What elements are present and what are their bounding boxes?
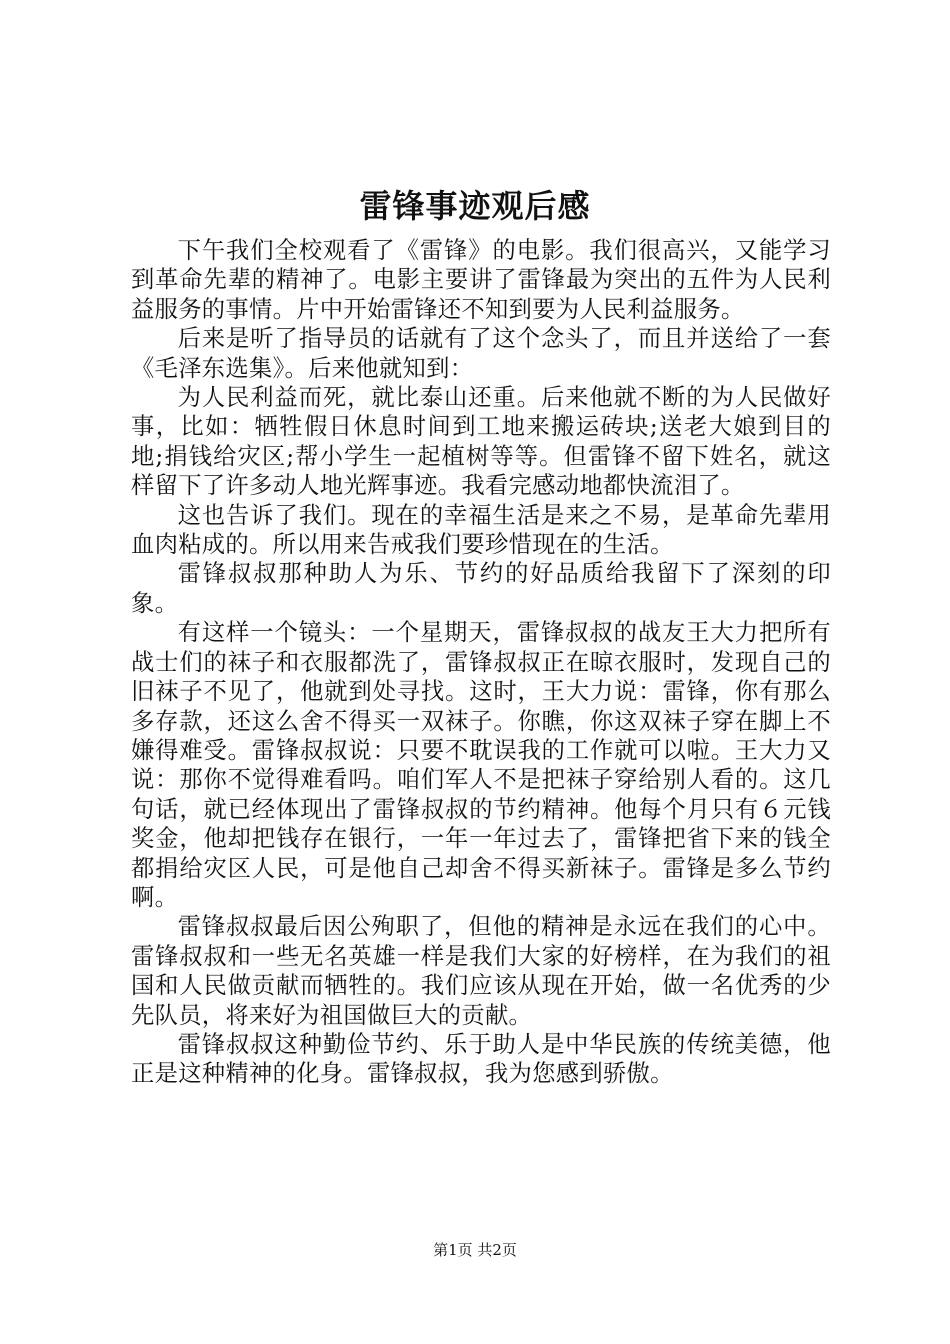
paragraph-2: 后来是听了指导员的话就有了这个念头了，而且并送给了一套《毛泽东选集》。后来他就知到： (131, 325, 831, 382)
document-body (131, 236, 831, 1089)
page-number-footer: 第1页 共2页 (433, 1241, 517, 1259)
document-title: 雷锋事迹观后感 (359, 187, 591, 225)
paragraph-5: 雷锋叔叔那种助人为乐、节约的好品质给我留下了深刻的印象。 (131, 560, 831, 617)
paragraph-6: 有这样一个镜头：一个星期天，雷锋叔叔的战友王大力把所有战士们的袜子和衣服都洗了，雷锋叔叔正在晾衣服时，发现自己的旧袜子不见了，他就到处寻找。这时，王大力说：雷锋，你有那么多存款，还这么舍不得买一双袜子。你瞧，你这双袜子穿在脚上不嫌得难受。雷锋叔叔说：只要不耽误我的工作就可以啦。王大力又说：那你不觉得难看吗。咱们军人不是把袜子穿给别人看的。这几句话，就已经体现出了雷锋叔叔的节约精神。他每个月只有６元钱奖金，他却把钱存在银行，一年一年过去了，雷锋把省下来的钱全都捐给灾区人民，可是他自己却舍不得买新袜子。雷锋是多么节约啊。 (131, 619, 831, 911)
paragraph-4: 这也告诉了我们。现在的幸福生活是来之不易，是革命先辈用血肉粘成的。所以用来告戒我们要珍惜现在的生活。 (131, 501, 831, 559)
paragraph-8: 雷锋叔叔这种勤俭节约、乐于助人是中华民族的传统美德，他正是这种精神的化身。雷锋叔叔，我为您感到骄傲。 (131, 1030, 831, 1088)
paragraph-3: 为人民利益而死，就比泰山还重。后来他就不断的为人民做好事，比如：牺牲假日休息时间到工地来搬运砖块;送老大娘到目的地;捐钱给灾区;帮小学生一起植树等等。但雷锋不留下姓名，就这样留下了许多动人地光辉事迹。我看完感动地都快流泪了。 (131, 384, 831, 500)
paragraph-1: 下午我们全校观看了《雷锋》的电影。我们很高兴，又能学习到革命先辈的精神了。电影主要讲了雷锋最为突出的五件为人民利益服务的事情。片中开始雷锋还不知到要为人民利益服务。 (131, 237, 831, 323)
paragraph-7: 雷锋叔叔最后因公殉职了，但他的精神是永远在我们的心中。雷锋叔叔和一些无名英雄一样是我们大家的好榜样，在为我们的祖国和人民做贡献而牺牲的。我们应该从现在开始，做一名优秀的少先队员，将来好为祖国做巨大的贡献。 (131, 913, 831, 1029)
